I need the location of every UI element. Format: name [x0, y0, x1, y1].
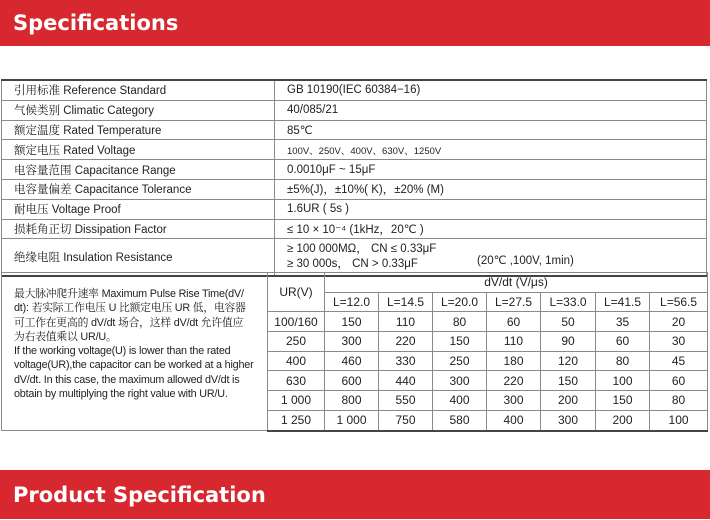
spec-row	[2, 100, 707, 120]
spec-label: 引用标准 Reference Standard	[2, 80, 275, 100]
dvdt-value: 60	[596, 332, 650, 352]
pulse-rise-table	[1, 272, 708, 432]
dvdt-value: 300	[541, 410, 596, 430]
dvdt-header: dV/dt (V/μs)	[325, 273, 708, 293]
pulse-description	[2, 273, 268, 431]
spec-row	[2, 199, 707, 219]
length-header: L=33.0	[541, 292, 596, 312]
dvdt-value: 35	[596, 312, 650, 332]
dvdt-value: 80	[596, 351, 650, 371]
dvdt-value: 400	[487, 410, 541, 430]
pulse-description-line: If the working voltage(U) is lower than the rated	[14, 345, 231, 358]
dvdt-value: 300	[433, 371, 487, 391]
spec-value: 85℃	[275, 120, 707, 140]
dvdt-value: 250	[433, 351, 487, 371]
dvdt-value: 460	[325, 351, 379, 371]
dvdt-value: 60	[650, 371, 708, 391]
spec-label: 绝缘电阻 Insulation Resistance	[2, 239, 275, 277]
ur-value: 1 000	[268, 391, 325, 411]
spec-value: GB 10190(IEC 60384−16)	[275, 80, 707, 100]
product-specification-title: Product Specification	[13, 482, 266, 507]
spec-value: ≤ 10 × 10⁻⁴ (1kHz，20℃ )	[275, 219, 707, 239]
spec-label: 额定电压 Rated Voltage	[2, 140, 275, 160]
product-specification-banner	[0, 470, 710, 519]
dvdt-value: 90	[541, 332, 596, 352]
pulse-description-line: dt): 若实际工作电压 U 比额定电压 UR 低，电容器	[14, 302, 246, 315]
spec-value: ±5%(J)，±10%( K)，±20% (M)	[275, 179, 707, 199]
length-header: L=27.5	[487, 292, 541, 312]
dvdt-value: 110	[487, 332, 541, 352]
spec-label: 电容量范围 Capacitance Range	[2, 160, 275, 180]
dvdt-value: 300	[325, 332, 379, 352]
ur-value: 630	[268, 371, 325, 391]
spec-value: 40/085/21	[275, 100, 707, 120]
dvdt-value: 200	[596, 410, 650, 430]
length-header: L=56.5	[650, 292, 708, 312]
dvdt-value: 60	[487, 312, 541, 332]
ur-header: UR(V)	[268, 273, 325, 312]
pulse-description-line: 为右表值乘以 UR/U。	[14, 330, 117, 343]
specifications-banner	[0, 0, 710, 46]
length-header: L=12.0	[325, 292, 379, 312]
dvdt-value: 600	[325, 371, 379, 391]
dvdt-value: 100	[596, 371, 650, 391]
spec-label: 气候类别 Climatic Category	[2, 100, 275, 120]
dvdt-value: 400	[433, 391, 487, 411]
spec-label: 额定温度 Rated Temperature	[2, 120, 275, 140]
spec-value: 1.6UR ( 5s )	[275, 199, 707, 219]
dvdt-value: 150	[541, 371, 596, 391]
spec-value: 100V、250V、400V、630V、1250V	[275, 140, 707, 160]
spec-row	[2, 179, 707, 199]
dvdt-value: 440	[379, 371, 433, 391]
length-header: L=41.5	[596, 292, 650, 312]
pulse-description-line: voltage(UR),the capacitor can be worked at a higher	[14, 359, 254, 372]
dvdt-value: 220	[487, 371, 541, 391]
insulation-line-2: ≥ 30 000s， CN > 0.33μF	[287, 258, 418, 271]
dvdt-value: 180	[487, 351, 541, 371]
spec-table	[1, 79, 707, 277]
dvdt-value: 100	[650, 410, 708, 430]
insulation-line-1: ≥ 100 000MΩ， CN ≤ 0.33μF	[287, 243, 437, 256]
dvdt-value: 580	[433, 410, 487, 430]
pulse-description-line: 最大脉冲爬升速率 Maximum Pulse Rise Time(dV/	[14, 288, 244, 300]
insulation-condition: (20℃ ,100V, 1min)	[477, 255, 574, 268]
dvdt-value: 80	[433, 312, 487, 332]
pulse-header-row	[2, 273, 708, 293]
spec-row	[2, 140, 707, 160]
length-header: L=14.5	[379, 292, 433, 312]
dvdt-value: 330	[379, 351, 433, 371]
pulse-description-line: obtain by multiplying the right value with UR/U.	[14, 388, 228, 401]
ur-value: 400	[268, 351, 325, 371]
dvdt-value: 30	[650, 332, 708, 352]
spec-row-insulation	[2, 239, 707, 277]
length-header: L=20.0	[433, 292, 487, 312]
dvdt-value: 120	[541, 351, 596, 371]
dvdt-value: 150	[596, 391, 650, 411]
pulse-description-line: 可工作在更高的 dV/dt 场合，这样 dV/dt 允许值应	[14, 316, 244, 329]
spec-label: 电容量偏差 Capacitance Tolerance	[2, 179, 275, 199]
spec-row	[2, 219, 707, 239]
ur-value: 100/160	[268, 312, 325, 332]
spec-label: 损耗角正切 Dissipation Factor	[2, 219, 275, 239]
spec-value-insulation	[275, 239, 707, 277]
dvdt-value: 200	[541, 391, 596, 411]
pulse-description-line: dV/dt. In this case, the maximum allowed dV/dt is	[14, 373, 240, 386]
insulation-limits	[287, 242, 477, 272]
dvdt-value: 80	[650, 391, 708, 411]
dvdt-value: 550	[379, 391, 433, 411]
ur-value: 1 250	[268, 410, 325, 430]
dvdt-value: 150	[325, 312, 379, 332]
dvdt-value: 1 000	[325, 410, 379, 430]
dvdt-value: 750	[379, 410, 433, 430]
specifications-title: Specifications	[13, 11, 179, 35]
dvdt-value: 110	[379, 312, 433, 332]
spec-row	[2, 80, 707, 100]
dvdt-value: 800	[325, 391, 379, 411]
dvdt-value: 45	[650, 351, 708, 371]
spec-row	[2, 160, 707, 180]
spec-value: 0.0010μF ~ 15μF	[275, 160, 707, 180]
dvdt-value: 20	[650, 312, 708, 332]
insulation-values	[287, 242, 702, 272]
dvdt-value: 220	[379, 332, 433, 352]
dvdt-value: 150	[433, 332, 487, 352]
ur-value: 250	[268, 332, 325, 352]
dvdt-value: 300	[487, 391, 541, 411]
dvdt-value: 50	[541, 312, 596, 332]
spec-label: 耐电压 Voltage Proof	[2, 199, 275, 219]
spec-row	[2, 120, 707, 140]
